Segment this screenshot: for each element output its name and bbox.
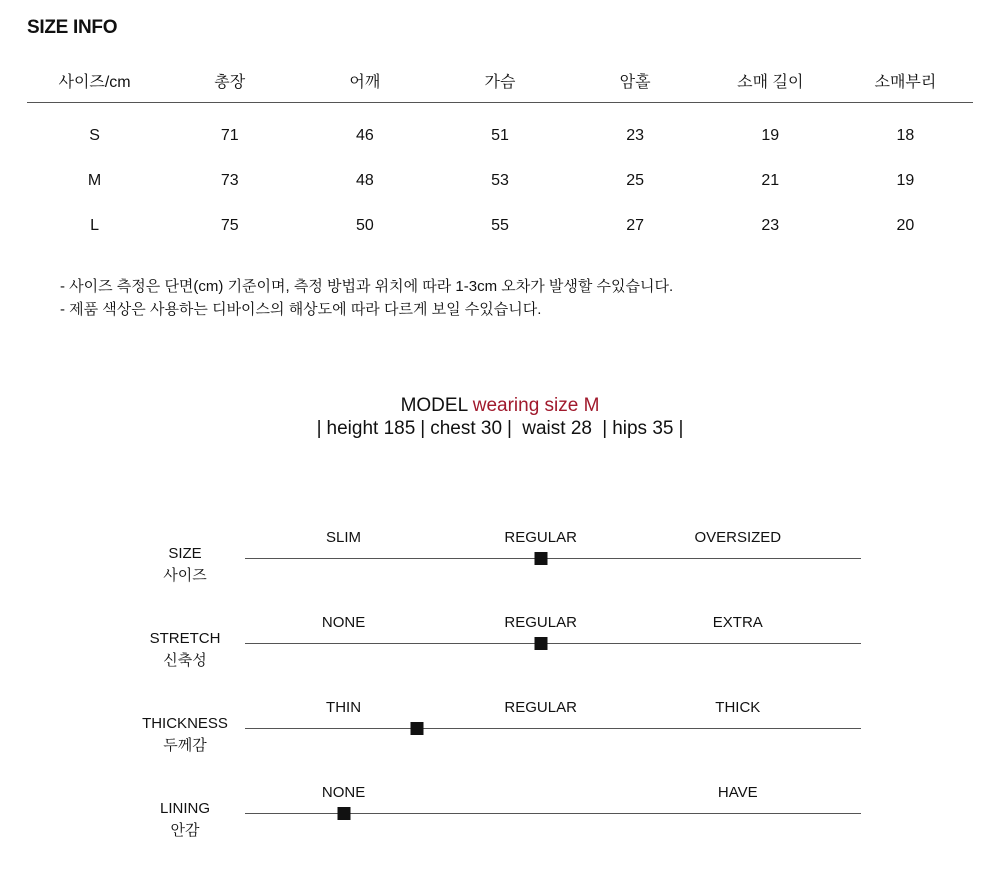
fit-scale-label: HAVE <box>717 784 758 801</box>
model-height: height 185 <box>326 418 416 439</box>
fit-label-stretch <box>134 628 236 672</box>
table-row <box>27 158 973 203</box>
header-armhole: 암홀 <box>568 58 703 103</box>
fit-row-lining <box>0 770 1000 850</box>
fit-scale-label: THIN <box>326 699 362 716</box>
fit-track-size <box>245 529 861 559</box>
table-cell: 46 <box>355 126 374 144</box>
table-cell: 20 <box>896 216 915 234</box>
separator: | <box>420 418 426 439</box>
note-measurement: - 사이즈 측정은 단면(cm) 기준이며, 측정 방법과 위치에 따라 1-3cm 오차가 발생할 수있습니다. <box>60 278 674 295</box>
fit-label-en: STRETCH <box>149 630 221 647</box>
fit-row-stretch <box>0 600 1000 680</box>
table-row <box>27 203 973 248</box>
table-row <box>27 103 973 159</box>
model-measurements <box>0 417 1000 440</box>
fit-label-thickness <box>134 713 236 757</box>
table-cell: 75 <box>220 216 239 234</box>
header-chest: 가슴 <box>432 58 567 103</box>
table-cell: S <box>89 126 100 144</box>
separator: | <box>602 418 608 439</box>
fit-label-en: THICKNESS <box>142 715 228 732</box>
fit-scale-label: REGULAR <box>504 529 577 546</box>
fit-scale-label: OVERSIZED <box>694 529 782 546</box>
model-hips: hips 35 <box>612 418 674 439</box>
header-size-cm: 사이즈/cm <box>27 58 162 103</box>
table-cell: 71 <box>220 126 239 144</box>
table-cell: L <box>90 216 100 234</box>
fit-scale-label: EXTRA <box>712 614 763 631</box>
table-cell: 55 <box>491 216 509 234</box>
fit-scale-label: NONE <box>321 784 366 801</box>
table-cell: 23 <box>761 216 780 234</box>
model-info <box>0 394 1000 440</box>
fit-level-marker <box>534 637 547 650</box>
fit-row-thickness <box>0 685 1000 765</box>
table-cell: 21 <box>761 171 780 189</box>
separator: | <box>507 418 512 439</box>
fit-level-marker <box>534 552 547 565</box>
header-sleeve-opening: 소매부리 <box>838 58 973 103</box>
fit-row-size <box>0 515 1000 595</box>
separator: | <box>316 418 322 439</box>
fit-scale-label: SLIM <box>326 529 362 546</box>
model-line <box>0 394 1000 417</box>
table-cell: 23 <box>626 126 645 144</box>
table-cell: 25 <box>626 171 645 189</box>
table-cell: 27 <box>626 216 645 234</box>
size-info-title: SIZE INFO <box>27 17 118 38</box>
fit-scale-label: REGULAR <box>504 614 577 631</box>
fit-scale-label: REGULAR <box>504 699 577 716</box>
table-cell: 53 <box>491 171 509 189</box>
fit-level-marker <box>337 807 350 820</box>
table-cell: 48 <box>355 171 374 189</box>
fit-label-ko: 사이즈 <box>163 567 207 584</box>
fit-scale-label: THICK <box>715 699 761 716</box>
fit-label-lining <box>134 798 236 842</box>
size-table-header <box>27 58 973 103</box>
header-shoulder: 어깨 <box>297 58 432 103</box>
table-cell: 19 <box>896 171 915 189</box>
size-notes <box>60 275 673 321</box>
table-cell: 73 <box>220 171 239 189</box>
table-cell: 51 <box>491 126 509 144</box>
fit-level-marker <box>411 722 424 735</box>
table-cell: 50 <box>355 216 374 234</box>
size-table <box>27 58 973 248</box>
fit-label-en: SIZE <box>168 545 202 562</box>
separator: | <box>678 418 684 439</box>
fit-track-lining <box>245 784 861 814</box>
table-cell: 19 <box>761 126 780 144</box>
header-total-length: 총장 <box>162 58 297 103</box>
fit-label-size <box>134 543 236 587</box>
fit-label-ko: 신축성 <box>163 652 207 669</box>
model-waist: waist 28 <box>522 418 592 439</box>
model-wearing-size: wearing size M <box>472 395 600 416</box>
model-prefix: MODEL <box>400 395 468 416</box>
fit-label-ko: 안감 <box>170 822 200 839</box>
fit-label-ko: 두께감 <box>163 737 207 754</box>
note-color: - 제품 색상은 사용하는 디바이스의 해상도에 따라 다르게 보일 수있습니다. <box>60 301 542 318</box>
fit-track-stretch <box>245 614 861 644</box>
model-chest: chest 30 <box>430 418 503 439</box>
table-cell: M <box>87 171 102 189</box>
header-sleeve-length: 소매 길이 <box>703 58 838 103</box>
fit-scale-label: NONE <box>321 614 366 631</box>
fit-track-thickness <box>245 699 861 729</box>
table-cell: 18 <box>896 126 915 144</box>
fit-label-en: LINING <box>159 800 210 817</box>
